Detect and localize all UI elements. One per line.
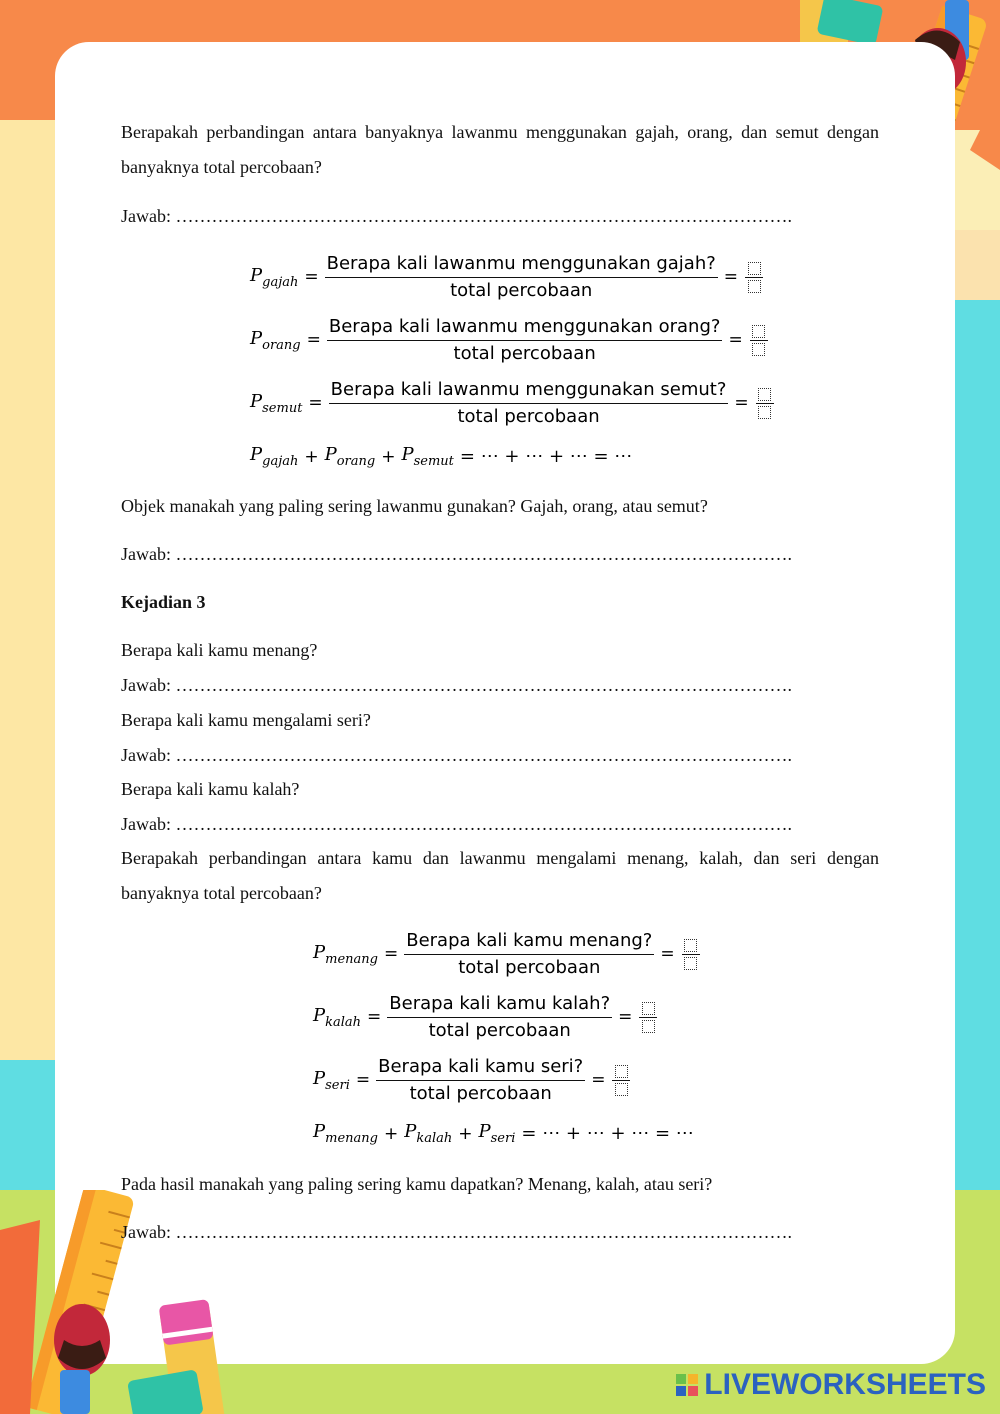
intro-question: Berapakah perbandingan antara banyaknya lawanmu menggunakan gajah, orang, dan semut dengan banyaknya total percobaan?	[121, 122, 879, 177]
answer-box-fraction[interactable]	[744, 260, 764, 295]
logo-text: LIVEWORKSHEETS	[704, 1368, 986, 1401]
worksheet-page	[55, 42, 955, 1364]
logo-cube-icon	[676, 1374, 698, 1396]
equation-sum-2: $P_{menang}$ + $P_{kalah}$ + $P_{seri}$ = ⋯ + ⋯ + ⋯ = ⋯	[313, 1121, 694, 1146]
answer-box-fraction[interactable]	[749, 323, 769, 358]
answer-line-1[interactable]: Jawab: ………………………………………………………………………………………….	[121, 206, 792, 226]
paintbrush-icon	[54, 1304, 110, 1414]
section-title: Kejadian 3	[121, 592, 206, 612]
equation-p-kalah: $P_{kalah}$ = $\frac{\text{Berapa kali kamu kalah?}}{\text{total percobaan}}$ =	[313, 993, 658, 1041]
answer-box-fraction[interactable]	[611, 1063, 631, 1098]
equation-p-menang: $P_{menang}$ = $\frac{\text{Berapa kali kamu menang?}}{\text{total percobaan}}$ =	[313, 930, 701, 978]
question-win: Berapa kali kamu menang?	[121, 640, 318, 660]
question-draw: Berapa kali kamu mengalami seri?	[121, 710, 371, 730]
liveworksheets-logo[interactable]	[676, 1368, 986, 1402]
question-object: Objek manakah yang paling sering lawanmu gunakan? Gajah, orang, atau semut?	[121, 496, 708, 516]
answer-line-win[interactable]: Jawab: ………………………………………………………………………………………….	[121, 675, 792, 695]
equation-p-gajah: $P_{gajah}$ = $\frac{\text{Berapa kali lawanmu menggunakan gajah?}}{\text{total percobaan}}$ =	[250, 253, 764, 301]
answer-line-lose[interactable]: Jawab: ………………………………………………………………………………………….	[121, 814, 792, 834]
equation-sum-1: $P_{gajah}$ + $P_{orang}$ + $P_{semut}$ = ⋯ + ⋯ + ⋯ = ⋯	[250, 444, 633, 469]
sharpener-icon	[127, 1369, 204, 1414]
pencil-icon	[970, 110, 1000, 170]
question-result: Pada hasil manakah yang paling sering kamu dapatkan? Menang, kalah, atau seri?	[121, 1174, 713, 1194]
answer-box-fraction[interactable]	[755, 386, 775, 421]
ratio-question: Berapakah perbandingan antara kamu dan lawanmu mengalami menang, kalah, dan seri dengan banyaknya total percobaan?	[121, 848, 879, 903]
answer-line-result[interactable]: Jawab: ………………………………………………………………………………………….	[121, 1222, 792, 1242]
answer-box-fraction[interactable]	[681, 937, 701, 972]
answer-line-draw[interactable]: Jawab: ………………………………………………………………………………………….	[121, 745, 792, 765]
equation-p-semut: $P_{semut}$ = $\frac{\text{Berapa kali lawanmu menggunakan semut?}}{\text{total percobaan}}$ =	[250, 379, 775, 427]
answer-line-2[interactable]: Jawab: ………………………………………………………………………………………….	[121, 544, 792, 564]
answer-box-fraction[interactable]	[638, 1000, 658, 1035]
equation-p-orang: $P_{orang}$ = $\frac{\text{Berapa kali lawanmu menggunakan orang?}}{\text{total percobaan}}$ =	[250, 316, 769, 364]
question-lose: Berapa kali kamu kalah?	[121, 779, 300, 799]
equation-p-seri: $P_{seri}$ = $\frac{\text{Berapa kali kamu seri?}}{\text{total percobaan}}$ =	[313, 1056, 631, 1104]
